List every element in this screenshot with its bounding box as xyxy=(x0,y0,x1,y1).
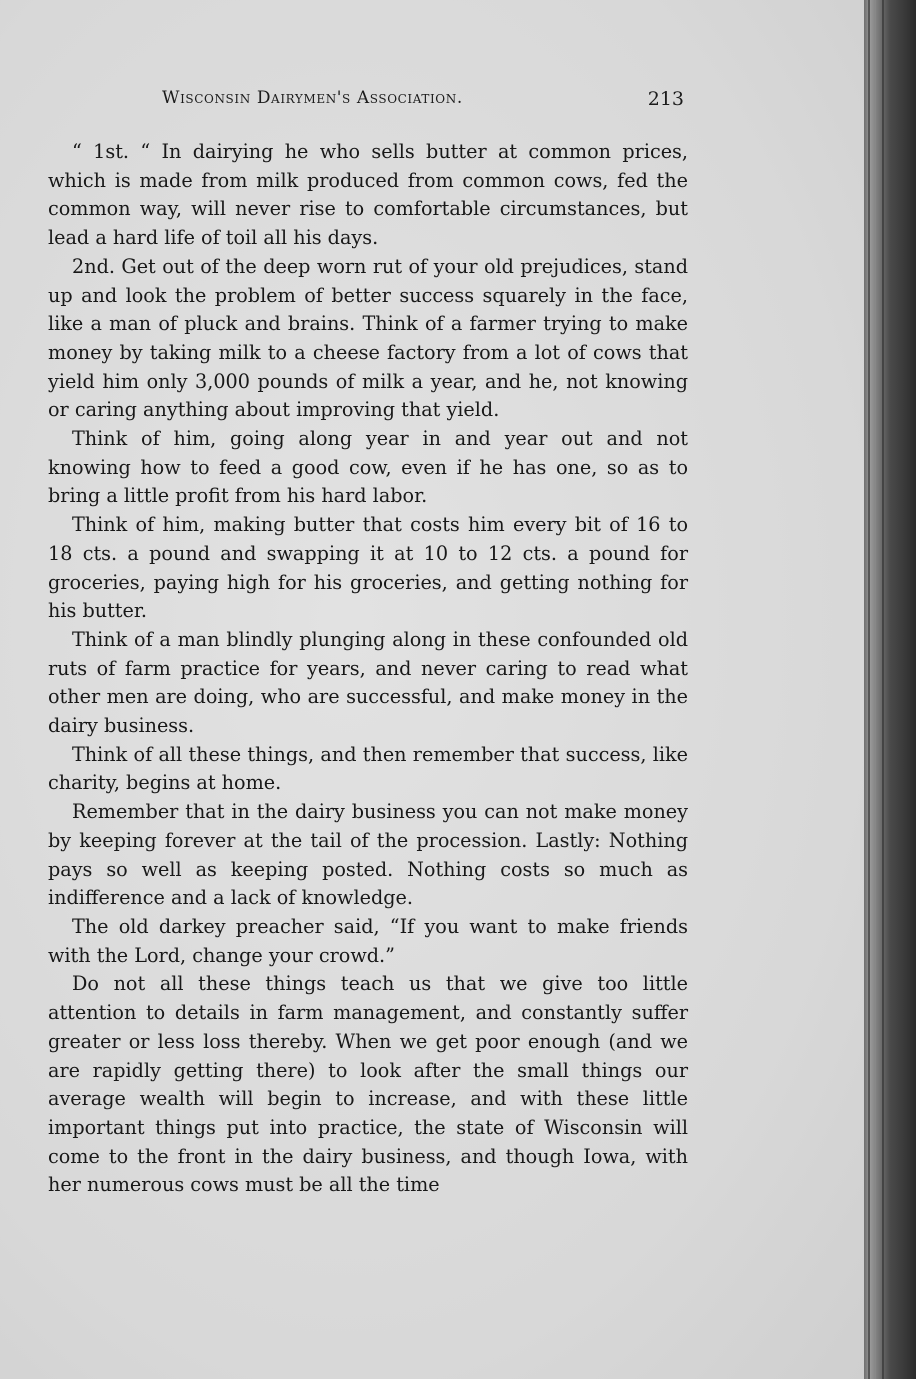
spine-line xyxy=(882,0,884,1379)
paragraph: Think of all these things, and then remember that success, like charity, begins at home. xyxy=(48,742,688,795)
paragraph: 2nd. Get out of the deep worn rut of your old prejudices, stand up and look the problem of better success squarely in the face, like a man of pluck and brains. Think of a farmer trying to make money by taking milk to a cheese factory from a lot of cows that yield him only 3,000 pounds of milk a year, and he, not knowing or caring anything about improving that yield. xyxy=(48,254,688,422)
paragraph: Think of a man blindly plunging along in these confounded old ruts of farm practice for years, and never caring to read what other men are doing, who are successful, and make money in the dairy business. xyxy=(48,627,688,738)
paragraph: Think of him, going along year in and year out and not knowing how to feed a good cow, even if he has one, so as to bring a little profit from his hard labor. xyxy=(48,427,688,508)
page-number: 213 xyxy=(647,88,684,110)
paragraph: The old darkey preacher said, “If you want to make friends with the Lord, change your crowd.” xyxy=(48,914,688,967)
paragraph: “ 1st. “ In dairying he who sells butter at common prices, which is made from milk produced from common cows, fed the common way, will never rise to comfortable circumstances, but lead a hard life of toil all his days. xyxy=(48,140,688,250)
book-spine-edge xyxy=(864,0,916,1379)
paragraph: Do not all these things teach us that we give too little attention to details in farm management, and constantly suffer greater or less loss thereby. When we get poor enough (and we are rapidly getting there) to look after the small things our average wealth will begin to increase, and with these little important things put into practice, the state of Wisconsin will come to the front in the dairy business, and though Iowa, with her numerous cows must be all the time xyxy=(48,972,688,1197)
spine-line xyxy=(868,0,870,1379)
body-text xyxy=(48,138,688,1200)
header-title: Wisconsin Dairymen's Association. xyxy=(162,88,463,108)
running-header xyxy=(162,86,684,118)
paragraph: Remember that in the dairy business you can not make money by keeping forever at the tail of the procession. Lastly: Nothing pays so well as keeping posted. Nothing costs so much as indifference and a lack of knowledge. xyxy=(48,800,688,910)
paragraph: Think of him, making butter that costs him every bit of 16 to 18 cts. a pound and swapping it at 10 to 12 cts. a pound for groceries, paying high for his groceries, and getting nothing for his butter. xyxy=(48,513,688,623)
spine-line xyxy=(874,0,876,1379)
